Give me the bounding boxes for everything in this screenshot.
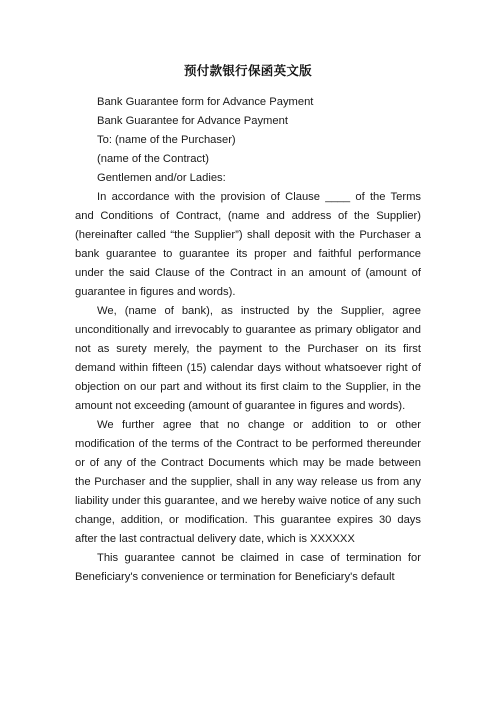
recipient-line: To: (name of the Purchaser) xyxy=(97,134,236,146)
paragraph-modification: We further agree that no change or addition to or other modification of the terms of the Contract to be performed thereunder or of any of the Contract Documents which may be made between the Purchaser and the supplier, shall in any way release us from any liability under this guarantee, and we hereby waive notice of any such change, addition, or modification. This guarantee expires 30 days after the last contractual delivery date, which is XXXXXX xyxy=(75,419,421,545)
guarantee-heading: Bank Guarantee for Advance Payment xyxy=(97,115,288,127)
document-body xyxy=(75,93,421,587)
paragraph-termination: This guarantee cannot be claimed in case of termination for Beneficiary's convenience or termination for Beneficiary's default xyxy=(75,552,421,583)
form-heading: Bank Guarantee form for Advance Payment xyxy=(97,96,314,108)
salutation: Gentlemen and/or Ladies: xyxy=(97,172,226,184)
contract-name-line: (name of the Contract) xyxy=(97,153,209,165)
paragraph-provision: In accordance with the provision of Clause ____ of the Terms and Conditions of Contract, (name and address of the Supplier) (hereinafter called “the Supplier”) shall deposit with the Purchaser a bank guarantee to guarantee its proper and faithful performance under the said Clause of the Contract in an amount of (amount of guarantee in figures and words). xyxy=(75,191,421,298)
document-title: 预付款银行保函英文版 xyxy=(183,64,312,78)
paragraph-bank-undertaking: We, (name of bank), as instructed by the Supplier, agree unconditionally and irrevocably to guarantee as primary obligator and not as surety merely, the payment to the Purchaser on its first demand within fifteen (15) calendar days without whatsoever right of objection on our part and without its first claim to the Supplier, in the amount not exceeding (amount of guarantee in figures and words). xyxy=(75,305,421,412)
